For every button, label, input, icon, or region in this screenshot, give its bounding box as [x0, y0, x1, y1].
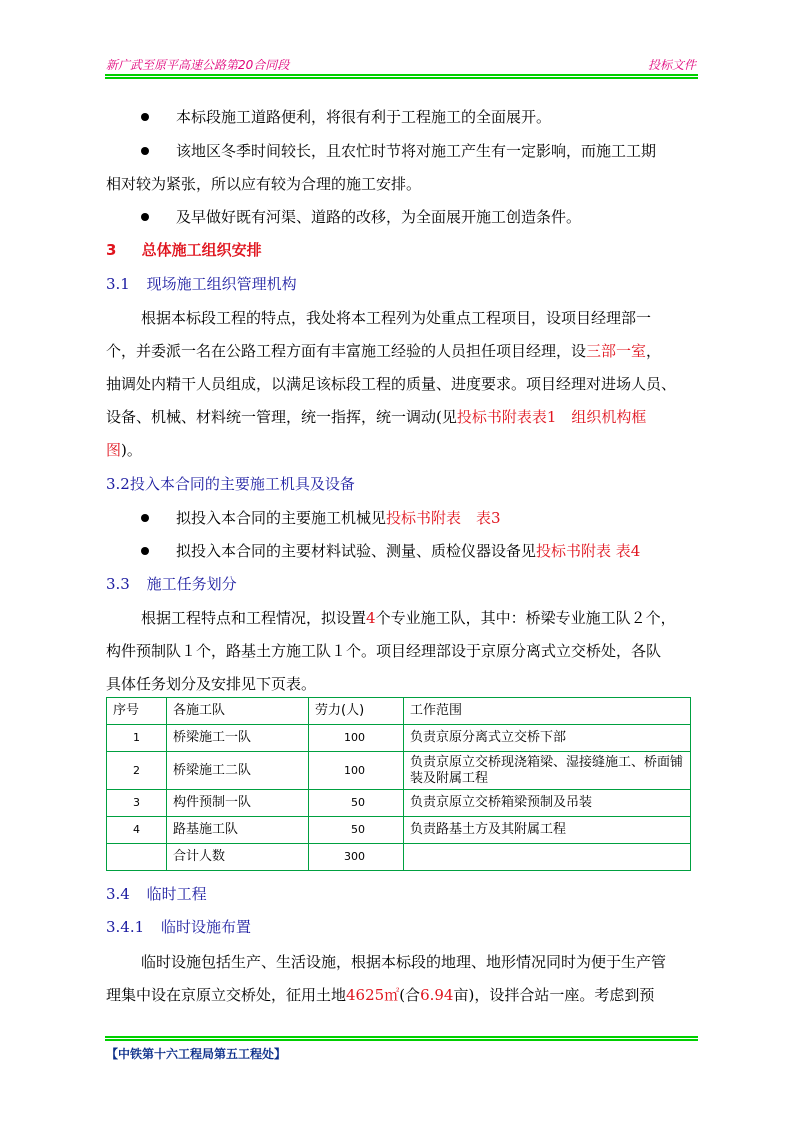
- section-3-2-heading: 3.2投入本合同的主要施工机具及设备: [106, 475, 355, 493]
- section-title: 施工任务划分: [146, 575, 237, 593]
- paragraph-line: 设备、机械、材料统一管理，统一指挥，统一调动(见投标书附表表1 组织机构框: [106, 408, 647, 426]
- bullet-icon: [141, 547, 149, 555]
- section-number: 3: [106, 241, 117, 259]
- header-left: 新广武至原平高速公路第20合同段: [106, 58, 290, 72]
- table-cell: 100: [309, 725, 404, 752]
- bullet-icon: [141, 113, 149, 121]
- section-title: 现场施工组织管理机构: [146, 275, 297, 293]
- header-rule-2: [105, 77, 698, 79]
- footer-text: 【中铁第十六工程局第五工程处】: [106, 1047, 287, 1061]
- bullet-text: 该地区冬季时间较长，且农忙时节将对施工产生有一定影响，而施工工期: [176, 142, 657, 160]
- paragraph-line: 临时设施包括生产、生活设施，根据本标段的地理、地形情况同时为便于生产管: [141, 953, 667, 971]
- section-number: 3.3: [106, 575, 130, 593]
- table-cell: 50: [309, 817, 404, 844]
- table-cell: 负责京原立交桥现浇箱梁、湿接缝施工、桥面铺装及附属工程: [404, 752, 691, 790]
- section-3-3-heading: [106, 574, 237, 594]
- section-title: 总体施工组织安排: [141, 241, 262, 259]
- section-title: 临时设施布置: [160, 918, 251, 936]
- section-3-4-1-heading: [106, 917, 251, 937]
- table-row: [107, 790, 691, 817]
- bullet-icon: [141, 514, 149, 522]
- section-3-heading: [106, 240, 262, 260]
- bullet-icon: [141, 147, 149, 155]
- section-3-1-heading: [106, 274, 297, 294]
- header-rule: [105, 74, 698, 76]
- table-cell: 桥梁施工二队: [167, 752, 309, 790]
- table-cell: 2: [107, 752, 167, 790]
- table-cell: [107, 844, 167, 871]
- table-cell: [404, 844, 691, 871]
- bullet-icon: [141, 213, 149, 221]
- table-cell: 合计人数: [167, 844, 309, 871]
- table-cell: 负责京原立交桥箱梁预制及吊装: [404, 790, 691, 817]
- bullet-text: 及早做好既有河渠、道路的改移，为全面展开施工创造条件。: [176, 208, 582, 226]
- table-row: [107, 725, 691, 752]
- table-cell: 3: [107, 790, 167, 817]
- table-cell: 1: [107, 725, 167, 752]
- table-header-row: [107, 698, 691, 725]
- section-number: 3.4: [106, 885, 130, 903]
- table-cell: 300: [309, 844, 404, 871]
- table-header: 序号: [107, 698, 167, 725]
- bullet-text: 本标段施工道路便利，将很有利于工程施工的全面展开。: [176, 108, 552, 126]
- section-number: 3.1: [106, 275, 130, 293]
- paragraph-line: 图)。: [106, 441, 142, 459]
- bullet-text: 拟投入本合同的主要施工机械见投标书附表 表3: [176, 509, 501, 527]
- paragraph-line: 构件预制队１个，路基土方施工队１个。项目经理部设于京原分离式立交桥处，各队: [106, 642, 662, 660]
- table-cell: 50: [309, 790, 404, 817]
- table-header: 工作范围: [404, 698, 691, 725]
- header-right: 投标文件: [647, 58, 696, 72]
- paragraph-line: 根据本标段工程的特点，我处将本工程列为处重点工程项目，设项目经理部一: [141, 309, 652, 327]
- table-row: [107, 817, 691, 844]
- footer-rule-2: [105, 1039, 698, 1041]
- section-number: 3.4.1: [106, 918, 145, 936]
- table-header: 各施工队: [167, 698, 309, 725]
- table-cell: 路基施工队: [167, 817, 309, 844]
- table-row-total: [107, 844, 691, 871]
- bullet-text-continuation: 相对较为紧张，所以应有较为合理的施工安排。: [106, 175, 422, 193]
- paragraph-line: 理集中设在京原立交桥处，征用土地4625㎡(合6.94亩)，设拌合站一座。考虑到预: [106, 986, 655, 1004]
- table-cell: 负责路基土方及其附属工程: [404, 817, 691, 844]
- section-title: 临时工程: [146, 885, 207, 903]
- table-cell: 负责京原分离式立交桥下部: [404, 725, 691, 752]
- table-row: [107, 752, 691, 790]
- bullet-text: 拟投入本合同的主要材料试验、测量、质检仪器设备见投标书附表 表4: [176, 542, 641, 560]
- table-cell: 4: [107, 817, 167, 844]
- table-cell: 100: [309, 752, 404, 790]
- footer-rule: [105, 1036, 698, 1038]
- paragraph-line: 个，并委派一名在公路工程方面有丰富施工经验的人员担任项目经理，设三部一室，: [106, 342, 662, 360]
- table-cell: 构件预制一队: [167, 790, 309, 817]
- section-3-4-heading: [106, 884, 207, 904]
- table-header: 劳力(人): [309, 698, 404, 725]
- paragraph-line: 具体任务划分及安排见下页表。: [106, 675, 317, 693]
- paragraph-line: 抽调处内精干人员组成，以满足该标段工程的质量、进度要求。项目经理对进场人员、: [106, 375, 677, 393]
- table-cell: 桥梁施工一队: [167, 725, 309, 752]
- task-division-table: [106, 697, 691, 871]
- paragraph-line: 根据工程特点和工程情况，拟设置4个专业施工队，其中：桥梁专业施工队２个，: [141, 609, 676, 627]
